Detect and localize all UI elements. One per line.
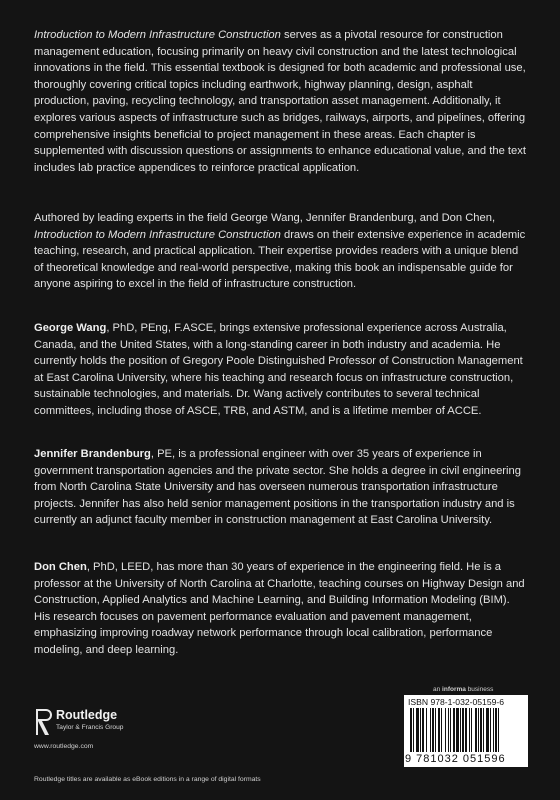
author-bio-text: , PE, is a professional engineer with over 35 years of experience in government transportation agencies and the private sector. She holds a degree in civil engineering from North Carolina State University and has overseen numerous transportation infrastructure projects. Jennifer has also held senior management positions in the transportation industry and is currently an adjunct faculty member in construction management at East Carolina University. — [34, 448, 521, 527]
informa-brand: informa — [442, 686, 466, 693]
author-bio-text: , PhD, PEng, F.ASCE, brings extensive professional experience across Australia, Canada, and the United States, with a long-standing career in both industry and academia. He currently holds the position of Gregory Poole Distinguished Professor of Construction Management at East Carolina University, where his teaching and research focus on infrastructure construction, sustainable technologies, and materials. Dr. Wang actively contributes to several technical committees, including those of ASCE, TRB, and ASTM, and is a lifetime member of ACCE. — [34, 322, 523, 417]
description-paragraph-2 — [34, 210, 526, 293]
isbn-barcode — [404, 695, 528, 767]
publisher-website: www.routledge.com — [34, 743, 94, 750]
description-paragraph-1 — [34, 27, 526, 176]
informa-business-tag: an informa business — [433, 686, 494, 693]
isbn-label: ISBN 978-1-032-05159-6 — [408, 697, 505, 707]
publisher-brand — [56, 709, 123, 731]
ebook-note: Routledge titles are available as eBook editions in a range of digital formats — [34, 776, 261, 783]
authored-by-text: Authored by leading experts in the field George Wang, Jennifer Brandenburg, and Don Chen, — [34, 212, 496, 224]
description-text: serves as a pivotal resource for construction management education, focusing primarily on heavy civil construction and the latest technological innovations in the field. This essential textbook is designed for both academic and professional use, thoroughly covering critical topics including earthwork, highway planning, design, asphalt production, paving, recycling technology, and transportation asset management. Additionally, it explores various aspects of infrastructure such as bridges, railways, airports, and pipelines, offering comprehensive insights beneficial to project management in these areas. Each chapter is supplemented with discussion questions or assignments to enhance educational value, and the text includes lab practice appendices to reinforce practical application. — [34, 29, 526, 174]
author-name: George Wang — [34, 322, 107, 334]
routledge-logo-icon — [34, 707, 52, 737]
author-name: Jennifer Brandenburg — [34, 448, 151, 460]
author-bio-jennifer-brandenburg — [34, 446, 526, 529]
author-bio-george-wang — [34, 320, 526, 420]
author-bio-text: , PhD, LEED, has more than 30 years of experience in the engineering field. He is a professor at the University of North Carolina at Charlotte, teaching courses on Highway Design and Construction, Applied Analytics and Machine Learning, and Building Information Modeling (BIM). His research focuses on pavement performance evaluation and pavement management, emphasizing improving roadway network performance through local calibration, performance modeling, and deep learning. — [34, 561, 525, 656]
author-bio-don-chen — [34, 559, 526, 659]
book-title-italic: Introduction to Modern Infrastructure Construction — [34, 29, 281, 41]
publisher-group: Taylor & Francis Group — [56, 724, 124, 731]
barcode-digits: 9 781032 051596 — [405, 753, 506, 765]
publisher-name: Routledge — [56, 708, 118, 722]
author-name: Don Chen — [34, 561, 87, 573]
barcode-icon — [406, 708, 526, 752]
book-title-italic-2: Introduction to Modern Infrastructure Construction — [34, 228, 281, 241]
expertise-text: draws on their extensive experience in academic teaching, research, and practical application. Their expertise provides readers with a unique blend of theoretical knowledge and real-world perspective, making this book an indispensable guide for anyone aspiring to excel in the field of infrastructure construction. — [34, 228, 526, 291]
